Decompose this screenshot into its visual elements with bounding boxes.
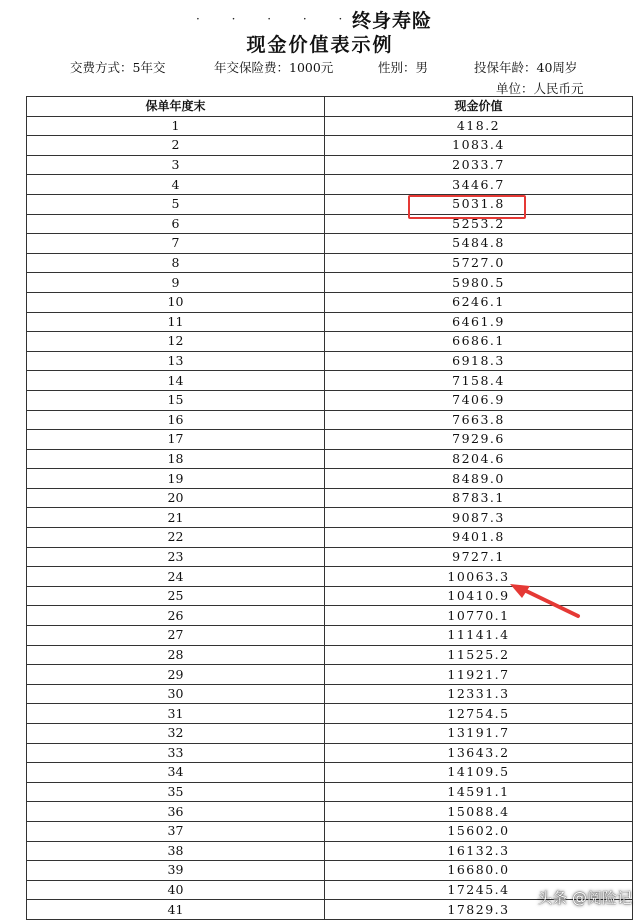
policy-year-cell: 8 bbox=[27, 253, 325, 273]
cash-value-cell: 6246.1 bbox=[325, 292, 633, 312]
policy-year-cell: 19 bbox=[27, 469, 325, 489]
table-row bbox=[27, 214, 633, 234]
table-row bbox=[27, 449, 633, 469]
cash-value-cell: 17829.3 bbox=[325, 900, 633, 920]
table-row bbox=[27, 528, 633, 548]
cash-value-cell: 9087.3 bbox=[325, 508, 633, 528]
table-row bbox=[27, 645, 633, 665]
policy-year-cell: 4 bbox=[27, 175, 325, 195]
cash-value-cell: 10063.3 bbox=[325, 567, 633, 587]
policy-year-cell: 18 bbox=[27, 449, 325, 469]
cash-value-cell: 5980.5 bbox=[325, 273, 633, 293]
policy-year-cell: 29 bbox=[27, 665, 325, 685]
table-row bbox=[27, 704, 633, 724]
year-5-highlight-box bbox=[408, 195, 526, 219]
cash-value-cell: 1083.4 bbox=[325, 136, 633, 156]
policy-year-cell: 9 bbox=[27, 273, 325, 293]
cash-value-cell: 13643.2 bbox=[325, 743, 633, 763]
cash-value-cell: 16680.0 bbox=[325, 861, 633, 881]
policy-year-cell: 35 bbox=[27, 782, 325, 802]
product-name-fragment: 终身寿险 bbox=[352, 10, 433, 32]
table-row bbox=[27, 136, 633, 156]
table-row bbox=[27, 861, 633, 881]
cash-value-cell: 11921.7 bbox=[325, 665, 633, 685]
table-row bbox=[27, 332, 633, 352]
table-row bbox=[27, 469, 633, 489]
table-row bbox=[27, 194, 633, 214]
cash-value-cell: 5727.0 bbox=[325, 253, 633, 273]
policy-year-cell: 5 bbox=[27, 194, 325, 214]
policy-year-cell: 13 bbox=[27, 351, 325, 371]
table-row bbox=[27, 253, 633, 273]
cash-value-cell: 10770.1 bbox=[325, 606, 633, 626]
policy-year-cell: 22 bbox=[27, 528, 325, 548]
table-row bbox=[27, 371, 633, 391]
cash-value-cell: 7406.9 bbox=[325, 390, 633, 410]
policy-year-cell: 1 bbox=[27, 116, 325, 136]
policy-year-cell: 26 bbox=[27, 606, 325, 626]
cash-value-cell: 12331.3 bbox=[325, 684, 633, 704]
currency-unit: 单位：人民币元 bbox=[496, 81, 584, 96]
table-row bbox=[27, 821, 633, 841]
table-row bbox=[27, 743, 633, 763]
cash-value-cell: 13191.7 bbox=[325, 724, 633, 744]
policy-year-cell: 16 bbox=[27, 410, 325, 430]
table-row bbox=[27, 390, 633, 410]
cash-value-cell: 11525.2 bbox=[325, 645, 633, 665]
table-row bbox=[27, 116, 633, 136]
cash-value-cell: 16132.3 bbox=[325, 841, 633, 861]
cash-value-cell: 7158.4 bbox=[325, 371, 633, 391]
cash-value-cell: 2033.7 bbox=[325, 155, 633, 175]
cash-value-cell: 6686.1 bbox=[325, 332, 633, 352]
policy-year-cell: 38 bbox=[27, 841, 325, 861]
cash-value-cell: 418.2 bbox=[325, 116, 633, 136]
table-row bbox=[27, 665, 633, 685]
annual-premium: 年交保险费：1000元 bbox=[214, 60, 334, 75]
table-row bbox=[27, 488, 633, 508]
red-arrow-icon bbox=[500, 578, 584, 622]
policy-year-cell: 2 bbox=[27, 136, 325, 156]
policy-year-cell: 11 bbox=[27, 312, 325, 332]
table-row bbox=[27, 782, 633, 802]
cash-value-cell: 15088.4 bbox=[325, 802, 633, 822]
payment-method: 交费方式：5年交 bbox=[70, 60, 166, 75]
policy-year-cell: 7 bbox=[27, 234, 325, 254]
policy-year-cell: 36 bbox=[27, 802, 325, 822]
policy-year-cell: 6 bbox=[27, 214, 325, 234]
table-row bbox=[27, 430, 633, 450]
table-row bbox=[27, 802, 633, 822]
policy-year-cell: 14 bbox=[27, 371, 325, 391]
title-fragment bbox=[0, 4, 640, 30]
policy-year-cell: 15 bbox=[27, 390, 325, 410]
cash-value-cell: 12754.5 bbox=[325, 704, 633, 724]
table-row bbox=[27, 312, 633, 332]
table-row bbox=[27, 508, 633, 528]
table-header-row bbox=[27, 97, 633, 117]
page-title: 现金价值表示例 bbox=[246, 34, 394, 56]
table-row bbox=[27, 175, 633, 195]
policy-year-cell: 3 bbox=[27, 155, 325, 175]
watermark: 头条 @阅险记 bbox=[537, 889, 632, 907]
cash-value-cell: 14591.1 bbox=[325, 782, 633, 802]
policy-year-cell: 34 bbox=[27, 763, 325, 783]
cash-value-cell: 7929.6 bbox=[325, 430, 633, 450]
table-row bbox=[27, 841, 633, 861]
policy-year-cell: 39 bbox=[27, 861, 325, 881]
cash-value-cell: 8783.1 bbox=[325, 488, 633, 508]
policy-year-cell: 37 bbox=[27, 821, 325, 841]
table-row bbox=[27, 763, 633, 783]
cash-value-cell: 3446.7 bbox=[325, 175, 633, 195]
policy-year-cell: 28 bbox=[27, 645, 325, 665]
cash-value-cell: 11141.4 bbox=[325, 626, 633, 646]
cash-value-cell: 5253.2 bbox=[325, 214, 633, 234]
policy-year-cell: 10 bbox=[27, 292, 325, 312]
policy-info-row bbox=[0, 58, 640, 78]
gender: 性别：男 bbox=[378, 60, 429, 75]
column-header-cash-value: 现金价值 bbox=[325, 97, 633, 117]
policy-year-cell: 24 bbox=[27, 567, 325, 587]
policy-year-cell: 40 bbox=[27, 880, 325, 900]
cash-value-cell: 8489.0 bbox=[325, 469, 633, 489]
policy-year-cell: 33 bbox=[27, 743, 325, 763]
cash-value-cell: 9401.8 bbox=[325, 528, 633, 548]
cash-value-cell: 8204.6 bbox=[325, 449, 633, 469]
table-row bbox=[27, 234, 633, 254]
policy-year-cell: 12 bbox=[27, 332, 325, 352]
table-row bbox=[27, 292, 633, 312]
cash-value-cell: 15602.0 bbox=[325, 821, 633, 841]
policy-year-cell: 20 bbox=[27, 488, 325, 508]
insured-age: 投保年龄：40周岁 bbox=[474, 60, 578, 75]
cropped-title-marks: · · · · · bbox=[196, 12, 357, 26]
cash-value-table bbox=[26, 96, 633, 920]
table-row bbox=[27, 684, 633, 704]
policy-year-cell: 41 bbox=[27, 900, 325, 920]
cash-value-cell: 17245.4 bbox=[325, 880, 633, 900]
policy-year-cell: 23 bbox=[27, 547, 325, 567]
cash-value-cell: 6461.9 bbox=[325, 312, 633, 332]
policy-year-cell: 32 bbox=[27, 724, 325, 744]
table-row bbox=[27, 724, 633, 744]
cash-value-cell: 7663.8 bbox=[325, 410, 633, 430]
cash-value-cell: 14109.5 bbox=[325, 763, 633, 783]
table-row bbox=[27, 351, 633, 371]
table-row bbox=[27, 410, 633, 430]
policy-year-cell: 27 bbox=[27, 626, 325, 646]
policy-year-cell: 21 bbox=[27, 508, 325, 528]
policy-year-cell: 25 bbox=[27, 586, 325, 606]
cash-value-cell: 10410.9 bbox=[325, 586, 633, 606]
cash-value-cell: 5031.8 bbox=[325, 194, 633, 214]
table-row bbox=[27, 547, 633, 567]
policy-year-cell: 30 bbox=[27, 684, 325, 704]
column-header-policy-year: 保单年度末 bbox=[27, 97, 325, 117]
cash-value-cell: 6918.3 bbox=[325, 351, 633, 371]
policy-year-cell: 31 bbox=[27, 704, 325, 724]
table-row bbox=[27, 155, 633, 175]
table-row bbox=[27, 273, 633, 293]
policy-year-cell: 17 bbox=[27, 430, 325, 450]
cash-value-cell: 5484.8 bbox=[325, 234, 633, 254]
cash-value-cell: 9727.1 bbox=[325, 547, 633, 567]
table-row bbox=[27, 626, 633, 646]
